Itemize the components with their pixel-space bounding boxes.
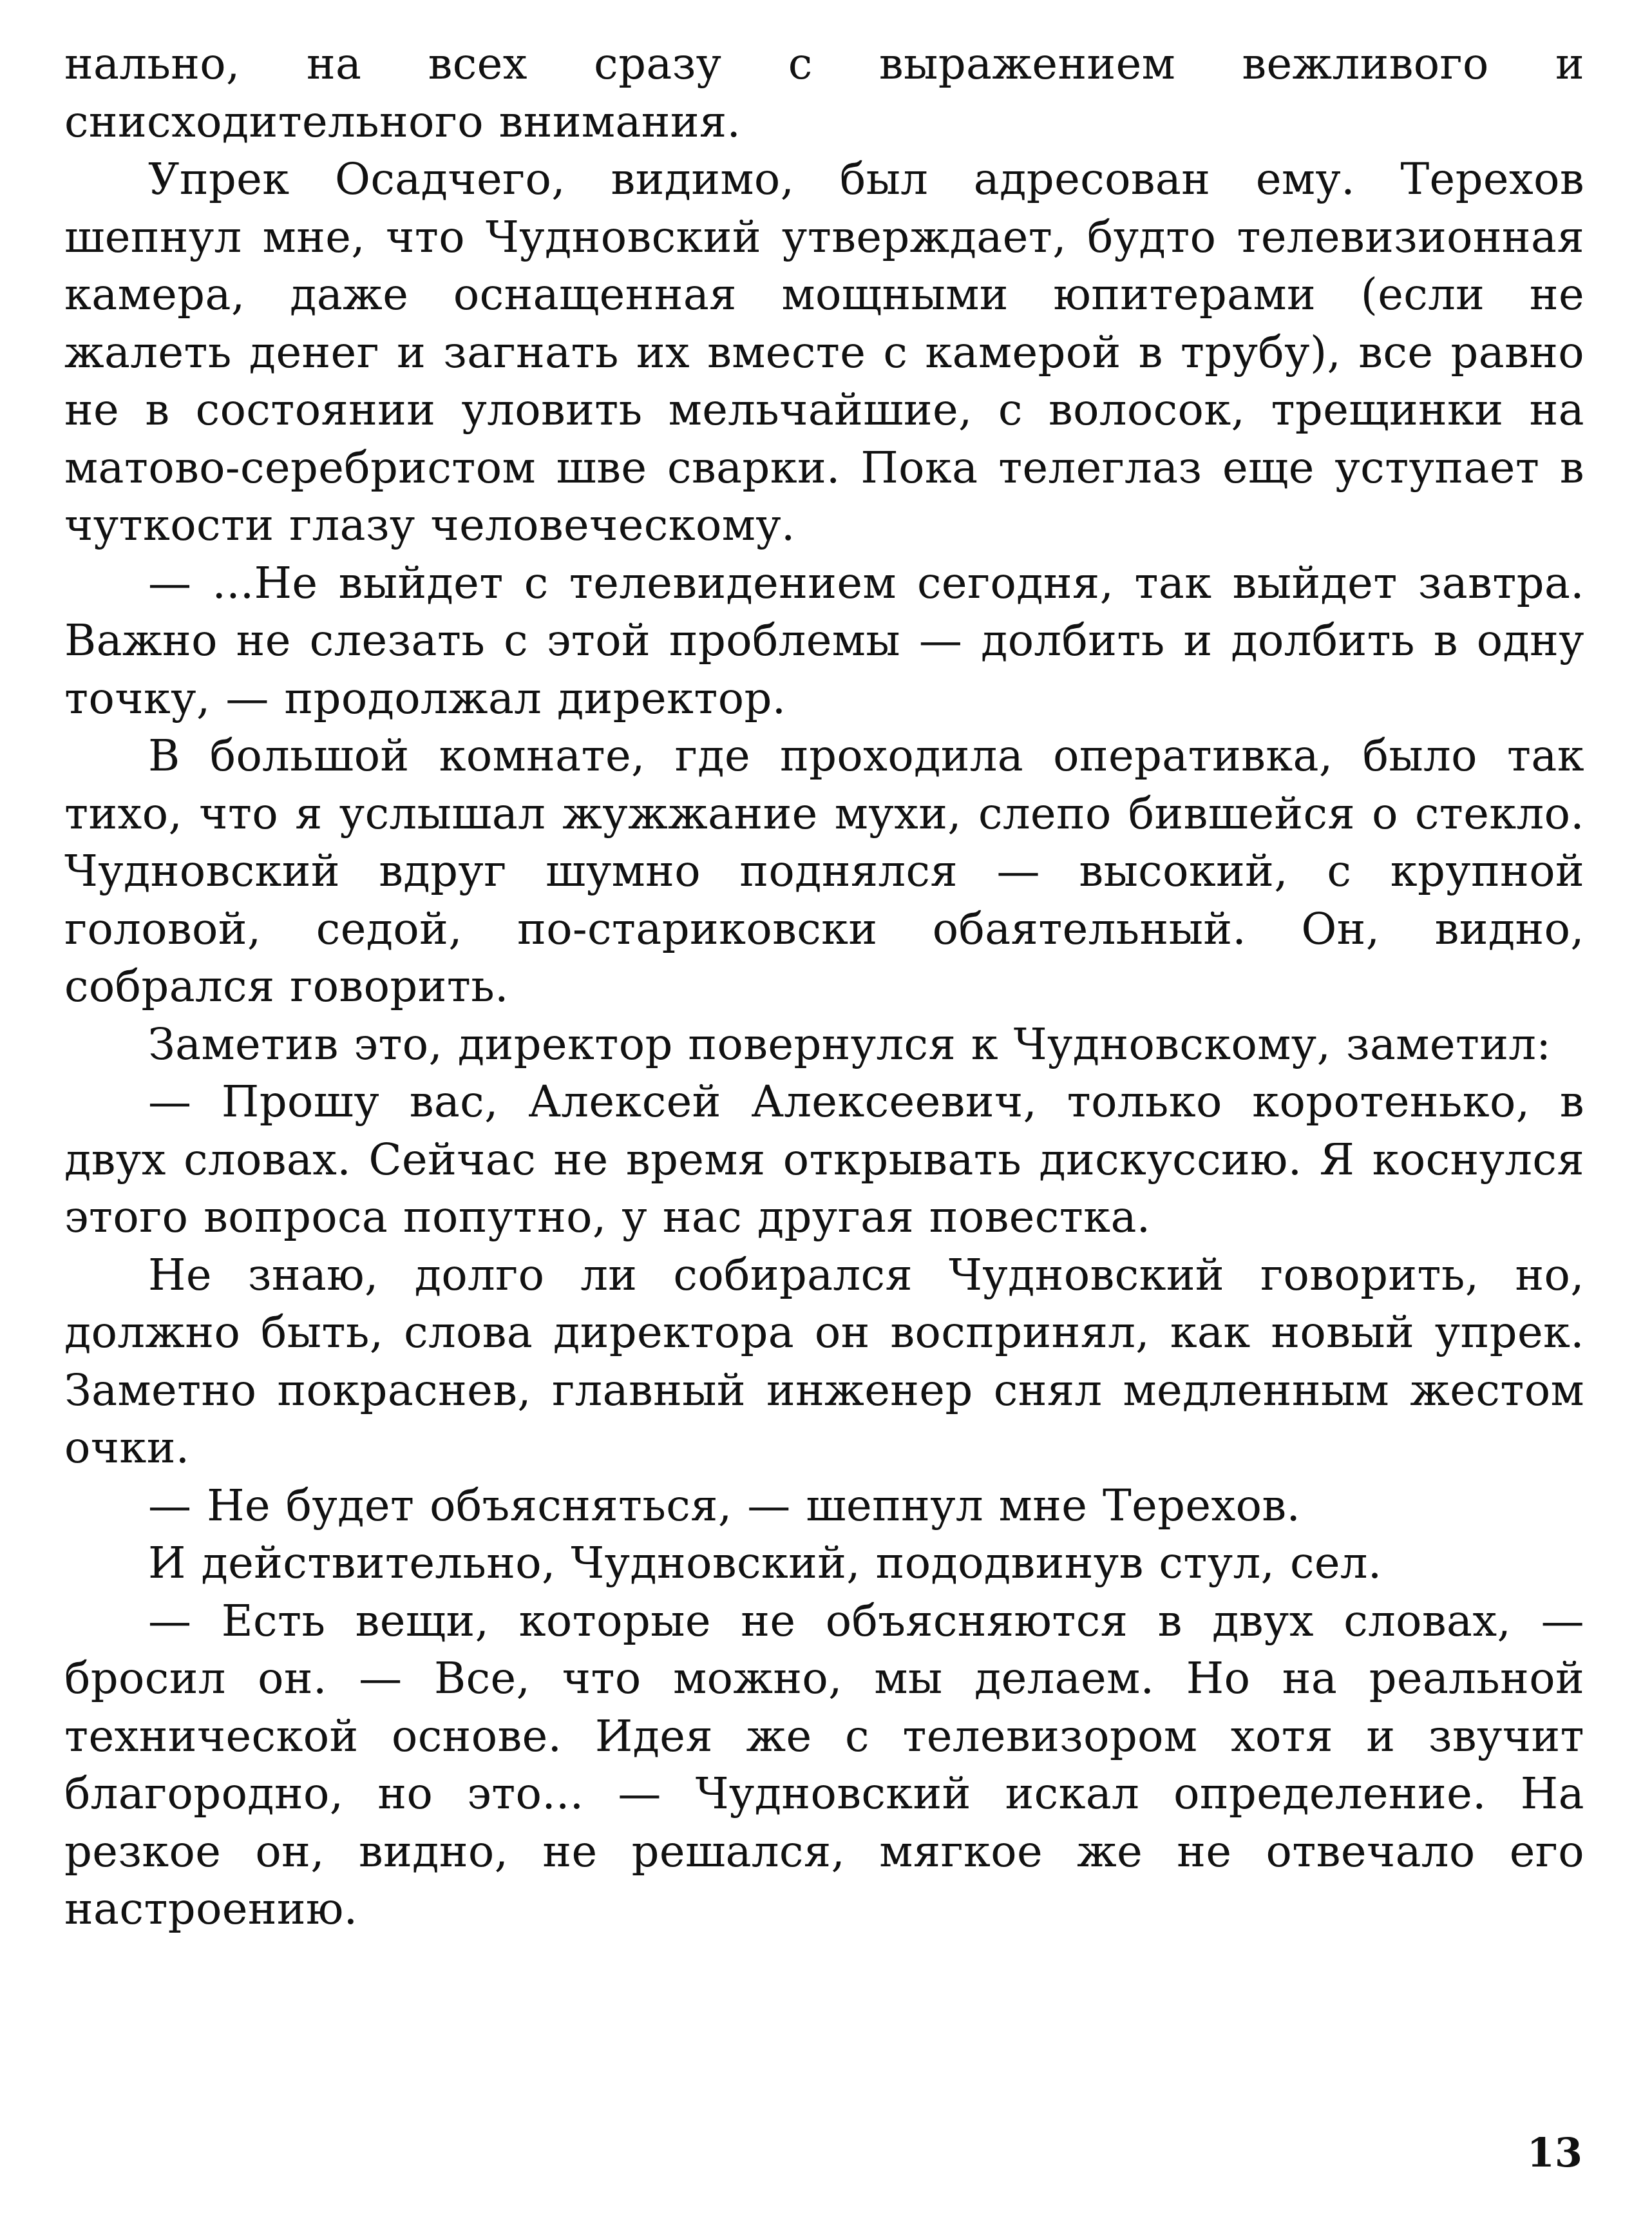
paragraph-9: И действительно, Чудновский, пододвинув стул, сел.	[148, 1538, 1382, 1588]
paragraph-2: Упрек Осадчего, видимо, был адресован ему. Терехов шепнул мне, что Чудновский утверждает, будто телевизионная камера, даже оснащенная мощными юпитерами (если не жалеть денег и загнать их вместе с камерой в трубу), все равно не в состоянии уловить мельчайшие, с волосок, трещинки на матово-серебристом шве сварки. Пока телеглаз еще уступает в чуткости глазу человеческому.	[64, 154, 1584, 550]
paragraph-1: нально, на всех сразу с выражением вежливого и снисходительного внимания.	[64, 39, 1584, 147]
body-text	[64, 35, 1584, 1938]
paragraph-4: В большой комнате, где проходила оперативка, было так тихо, что я услышал жужжание мухи, слепо бившейся о стекло. Чудновский вдруг шумно поднялся — высокий, с крупной головой, седой, по-стариковски обаятельный. Он, видно, собрался говорить.	[64, 731, 1584, 1011]
paragraph-7: Не знаю, долго ли собирался Чудновский говорить, но, должно быть, слова директора он воспринял, как новый упрек. Заметно покраснев, главный инженер снял медленным жестом очки.	[64, 1249, 1584, 1473]
paragraph-6: — Прошу вас, Алексей Алексеевич, только коротенько, в двух словах. Сейчас не время открывать дискуссию. Я коснулся этого вопроса попутно, у нас другая повестка.	[64, 1077, 1584, 1242]
paragraph-10: — Есть вещи, которые не объясняются в двух словах, — бросил он. — Все, что можно, мы делаем. Но на реальной технической основе. Идея же с телевизором хотя и звучит благородно, но это... — Чудновский искал определение. На резкое он, видно, не решался, мягкое же не отвечало его настроению.	[64, 1595, 1584, 1934]
paragraph-8: — Не будет объясняться, — шепнул мне Терехов.	[148, 1480, 1301, 1531]
page-number: 13	[1526, 2129, 1582, 2176]
paragraph-5: Заметив это, директор повернулся к Чудновскому, заметил:	[148, 1019, 1552, 1069]
paragraph-3: — ...Не выйдет с телевидением сегодня, так выйдет завтра. Важно не слезать с этой проблемы — долбить и долбить в одну точку, — продолжал директор.	[64, 557, 1584, 723]
